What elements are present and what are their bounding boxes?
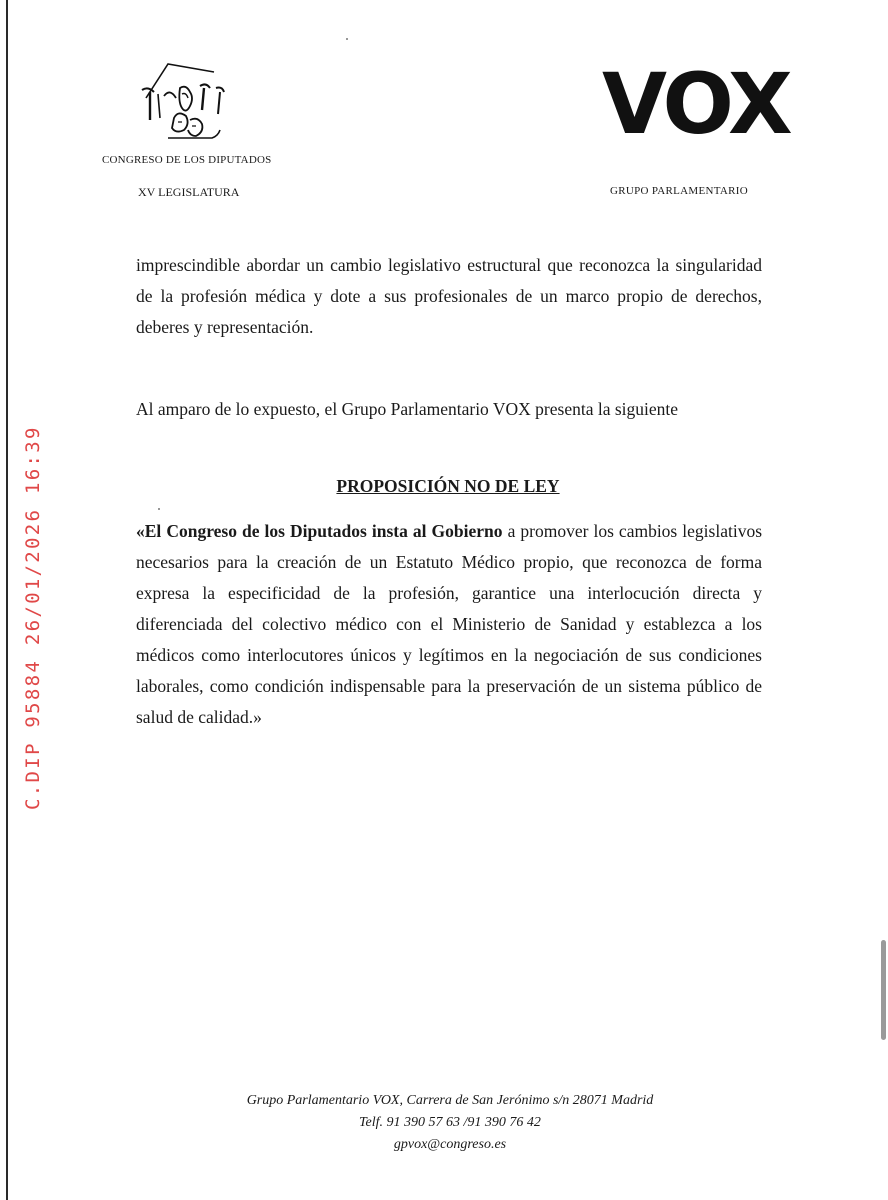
congreso-emblem-icon bbox=[138, 58, 238, 148]
page-edge-line bbox=[6, 0, 8, 1200]
paragraph-proposal bbox=[136, 516, 762, 733]
section-heading bbox=[0, 476, 888, 497]
footer bbox=[0, 1090, 888, 1156]
heading-text: PROPOSICIÓN NO DE LEY bbox=[336, 476, 560, 496]
vox-logo: VOX bbox=[602, 55, 790, 153]
scrollbar-thumb[interactable] bbox=[881, 940, 886, 1040]
paragraph-presentation: Al amparo de lo expuesto, el Grupo Parlamentario VOX presenta la siguiente bbox=[136, 399, 679, 419]
footer-email: gpvox@congreso.es bbox=[393, 1137, 507, 1152]
registry-stamp: C.DIP 95884 26/01/2026 16:39 bbox=[22, 425, 44, 810]
paragraph-justification: imprescindible abordar un cambio legislativo estructural que reconozca la singularidad de la profesión médica y dote a sus profesionales de un marco propio de derechos, deberes y representación. bbox=[136, 255, 762, 337]
proposal-lead-bold: «El Congreso de los Diputados insta al Gobierno bbox=[136, 521, 503, 541]
footer-address: Grupo Parlamentario VOX, Carrera de San Jerónimo s/n 28071 Madrid bbox=[246, 1093, 654, 1108]
scan-speck bbox=[158, 508, 160, 510]
grupo-parlamentario-label: GRUPO PARLAMENTARIO bbox=[610, 185, 748, 197]
legislatura-label: XV LEGISLATURA bbox=[138, 185, 240, 199]
proposal-text: a promover los cambios legislativos necesarios para la creación de un Estatuto Médico propio, que reconozca de forma expresa la especificidad de la profesión, garantice una interlocución directa y diferenciada del colectivo médico con el Ministerio de Sanidad y establezca a los médicos como interlocutores únicos y legítimos en la negociación de sus condiciones laborales, como condición indispensable para la preservación de un sistema público de salud de calidad.» bbox=[136, 521, 763, 727]
scan-speck bbox=[346, 38, 348, 40]
footer-phone: Telf. 91 390 57 63 /91 390 76 42 bbox=[359, 1115, 541, 1130]
congreso-label: CONGRESO DE LOS DIPUTADOS bbox=[102, 154, 272, 166]
